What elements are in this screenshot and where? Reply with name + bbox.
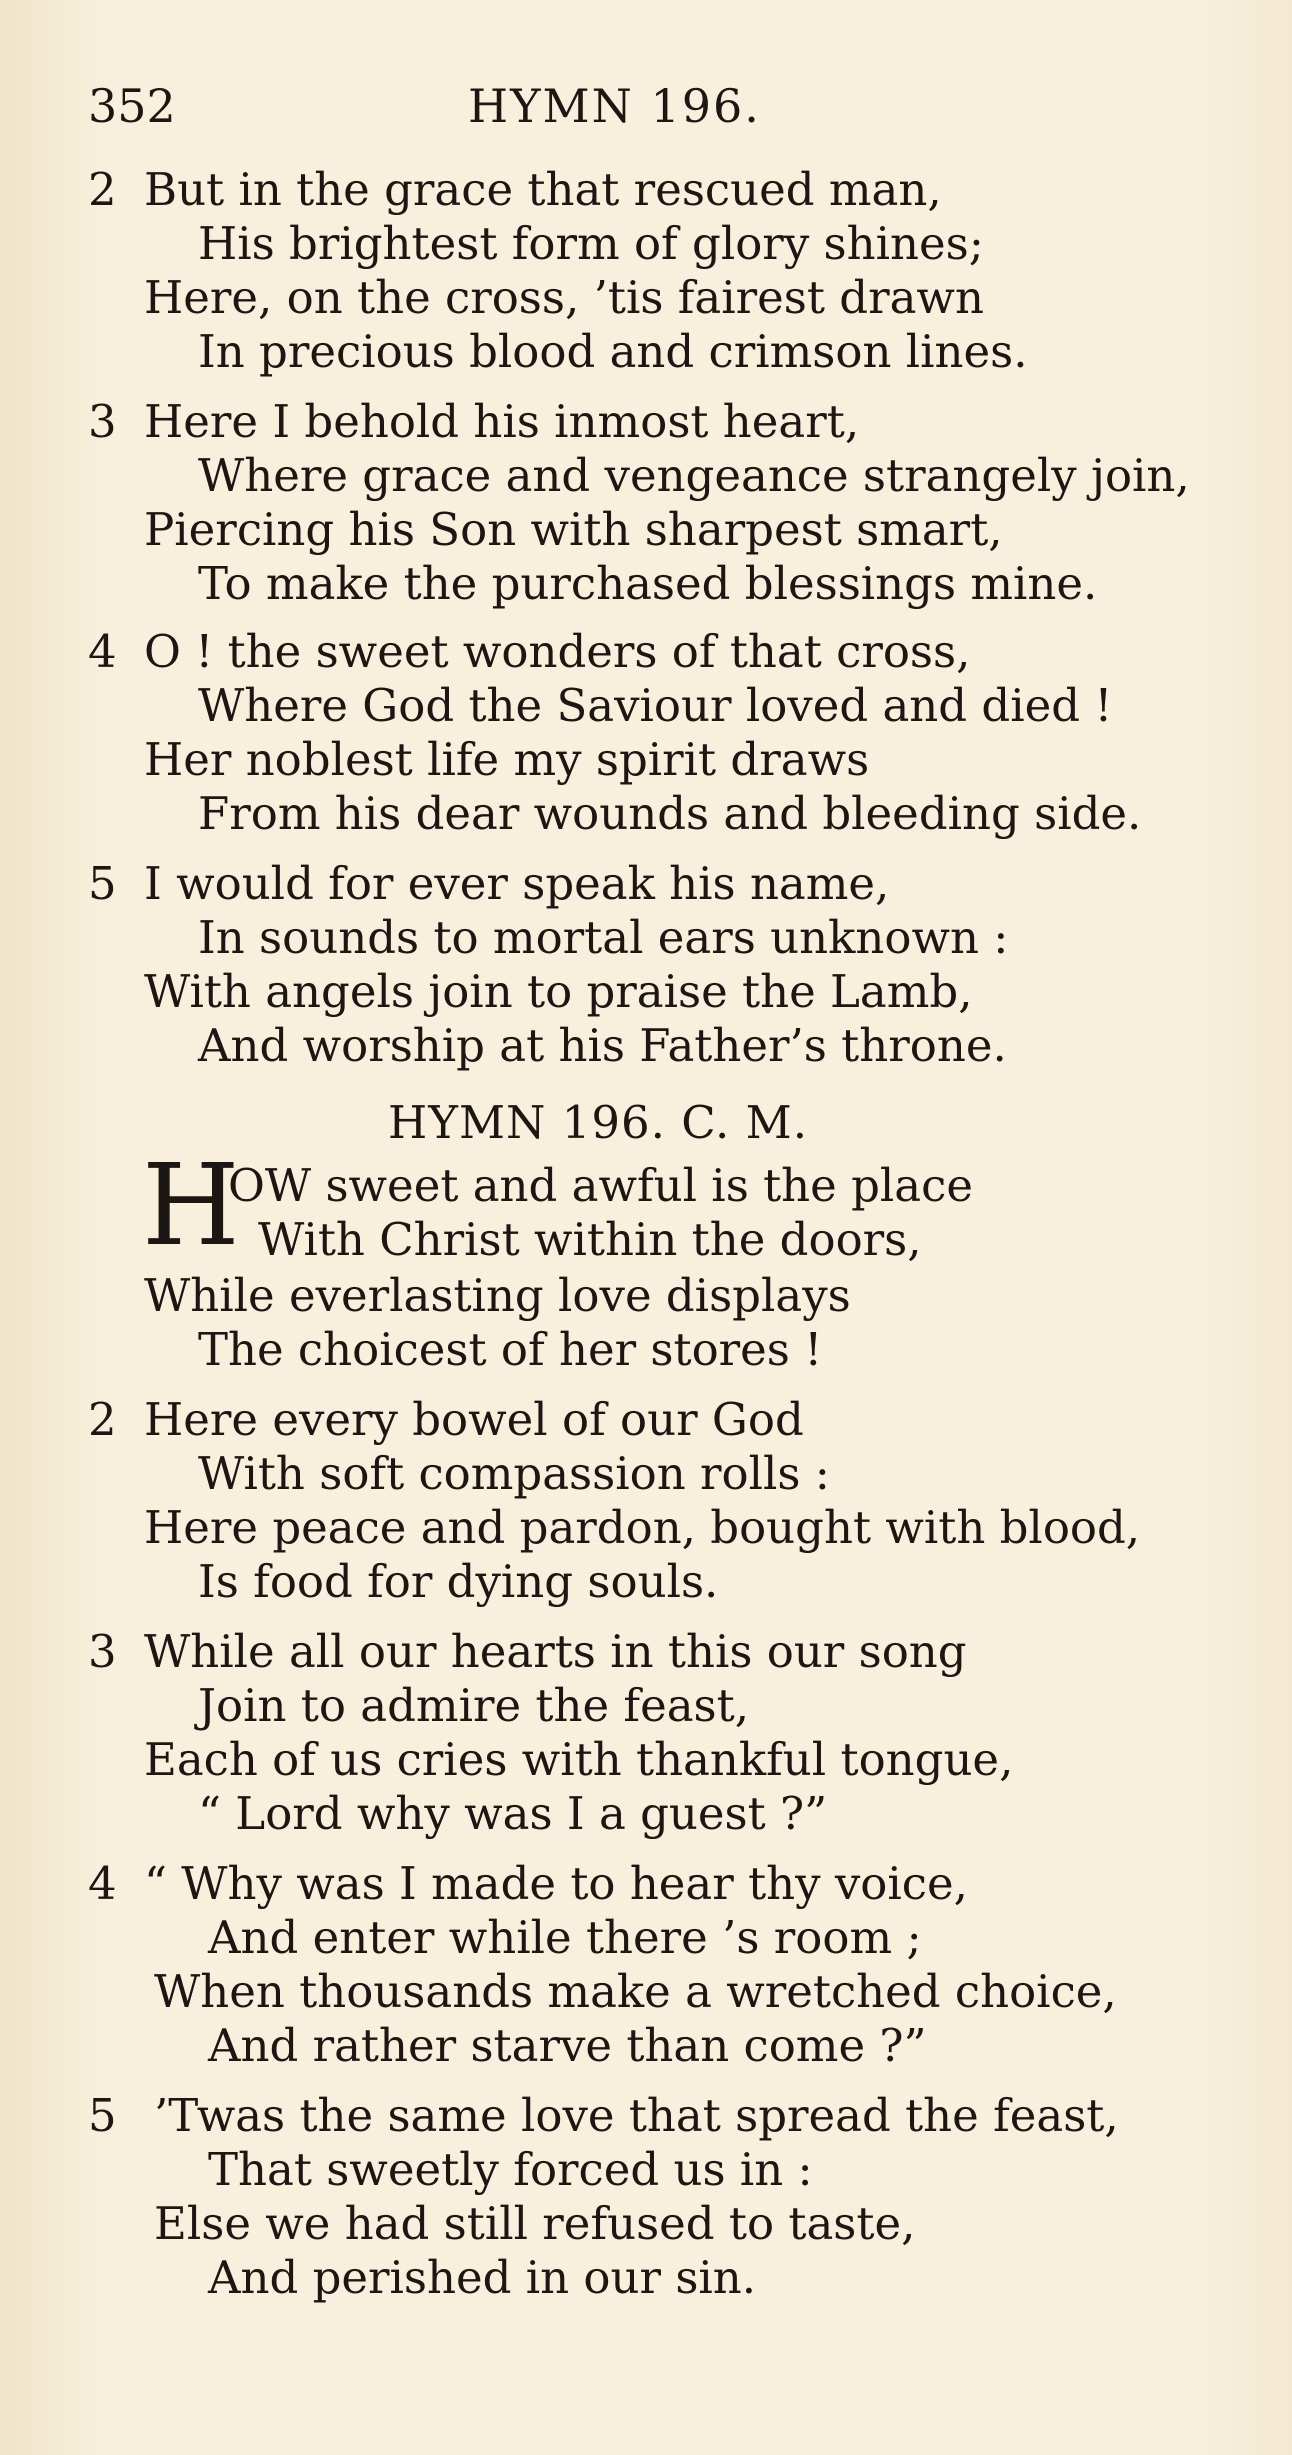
- running-title: HYMN 196.: [468, 79, 761, 133]
- verse-line: While everlasting love displays: [144, 1269, 851, 1322]
- verse-line: Here I behold his inmost heart,: [144, 395, 860, 448]
- verse-line: With Christ within the doors,: [258, 1213, 922, 1266]
- verse-line: Where God the Saviour loved and died !: [198, 679, 1113, 732]
- verse-line: Where grace and vengeance strangely join,: [198, 449, 1190, 502]
- stanza-number: 2: [88, 1393, 117, 1446]
- verse-line: His brightest form of glory shines;: [198, 217, 984, 270]
- verse-line: Is food for dying souls.: [198, 1555, 719, 1608]
- verse-line: “ Why was I made to hear thy voice,: [144, 1857, 968, 1910]
- verse-line: From his dear wounds and bleeding side.: [198, 787, 1142, 840]
- verse-line: With soft compassion rolls :: [198, 1447, 830, 1500]
- verse-line: Here every bowel of our God: [144, 1393, 804, 1446]
- verse-line: O ! the sweet wonders of that cross,: [144, 625, 971, 678]
- verse-line: To make the purchased blessings mine.: [198, 557, 1098, 610]
- stanza-number: 5: [88, 857, 117, 910]
- verse-line: ’Twas the same love that spread the feast,: [154, 2089, 1119, 2142]
- page-header: [88, 76, 1228, 136]
- verse-line: Join to admire the feast,: [198, 1679, 750, 1732]
- verse-line: The choicest of her stores !: [198, 1323, 823, 1376]
- stanza-number: 4: [88, 1857, 117, 1910]
- verse-line: Here peace and pardon, bought with blood,: [144, 1501, 1141, 1554]
- verse-line: Each of us cries with thankful tongue,: [144, 1733, 1014, 1786]
- stanza-number: 5: [88, 2089, 117, 2142]
- verse-line: While all our hearts in this our song: [144, 1625, 967, 1678]
- verse-line: And perished in our sin.: [208, 2251, 757, 2304]
- hymn-title: HYMN 196. C. M.: [388, 1096, 809, 1149]
- verse-line: Piercing his Son with sharpest smart,: [144, 503, 1003, 556]
- verse-line: OW sweet and awful is the place: [228, 1159, 973, 1212]
- verse-line: Else we had still refused to taste,: [154, 2197, 916, 2250]
- verse-line: “ Lord why was I a guest ?”: [198, 1787, 828, 1840]
- verse-line: And worship at his Father’s throne.: [198, 1019, 1007, 1072]
- verse-line: And enter while there ’s room ;: [208, 1911, 922, 1964]
- verse-line: I would for ever speak his name,: [144, 857, 890, 910]
- verse-line: And rather starve than come ?”: [208, 2019, 927, 2072]
- stanza-number: 4: [88, 625, 117, 678]
- verse-line: In sounds to mortal ears unknown :: [198, 911, 1009, 964]
- stanza-number: 3: [88, 1625, 117, 1678]
- verse-line: That sweetly forced us in :: [208, 2143, 813, 2196]
- verse-line: In precious blood and crimson lines.: [198, 325, 1028, 378]
- drop-cap: H: [142, 1141, 240, 1271]
- verse-line: But in the grace that rescued man,: [144, 163, 942, 216]
- verse-line: Her noblest life my spirit draws: [144, 733, 870, 786]
- verse-line: Here, on the cross, ’tis fairest drawn: [144, 271, 984, 324]
- stanza-number: 2: [88, 163, 117, 216]
- verse-line: With angels join to praise the Lamb,: [144, 965, 973, 1018]
- stanza-number: 3: [88, 395, 117, 448]
- page-number: 352: [88, 79, 176, 133]
- verse-line: When thousands make a wretched choice,: [154, 1965, 1117, 2018]
